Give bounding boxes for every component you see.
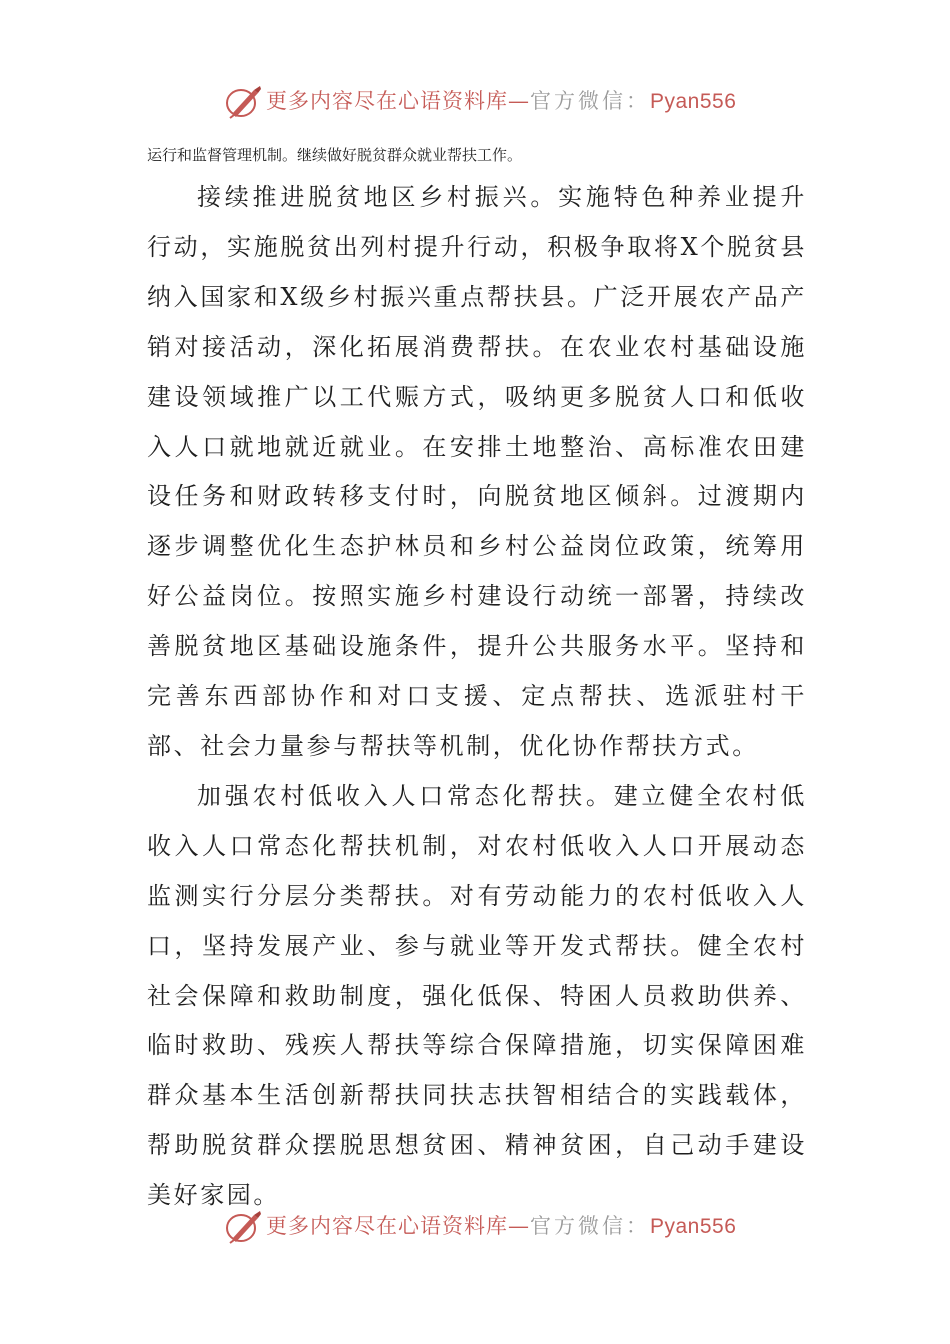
continued-line: 运行和监督管理机制。继续做好脱贫群众就业帮扶工作。 [147,146,523,164]
footer-banner [0,1207,950,1247]
banner-wechat-id: Pyan556 [650,90,737,113]
header-banner [0,82,950,122]
document-body [147,173,807,1221]
banner-wechat-id: Pyan556 [650,1215,737,1238]
banner-brand: 更多内容尽在心语资料库 [266,1214,508,1238]
pen-logo-icon [224,84,264,120]
pen-logo-icon [224,1209,264,1245]
paragraph: 接续推进脱贫地区乡村振兴。实施特色种养业提升行动，实施脱贫出列村提升行动，积极争取将X个脱贫县纳入国家和X级乡村振兴重点帮扶县。广泛开展农产品产销对接活动，深化拓展消费帮扶。在农业农村基础设施建设领域推广以工代赈方式，吸纳更多脱贫人口和低收入人口就地就近就业。在安排土地整治、高标准农田建设任务和财政转移支付时，向脱贫地区倾斜。过渡期内逐步调整优化生态护林员和乡村公益岗位政策，统筹用好公益岗位。按照实施乡村建设行动统一部署，持续改善脱贫地区基础设施条件，提升公共服务水平。坚持和完善东西部协作和对口支援、定点帮扶、选派驻村干部、社会力量参与帮扶等机制，优化协作帮扶方式。 [147,183,807,760]
banner-text [266,1212,736,1241]
banner-brand: 更多内容尽在心语资料库 [266,89,508,113]
banner-wechat-label: 官方微信： [530,1214,650,1238]
paragraph: 加强农村低收入人口常态化帮扶。建立健全农村低收入人口常态化帮扶机制，对农村低收入人口开展动态监测实行分层分类帮扶。对有劳动能力的农村低收入人口，坚持发展产业、参与就业等开发式帮扶。健全农村社会保障和救助制度，强化低保、特困人员救助供养、临时救助、残疾人帮扶等综合保障措施，切实保障困难群众基本生活创新帮扶同扶志扶智相结合的实践载体，帮助脱贫群众摆脱思想贫困、精神贫困，自己动手建设美好家园。 [147,781,807,1210]
banner-dash: — [508,1214,530,1238]
banner-wechat-label: 官方微信： [530,89,650,113]
banner-dash: — [508,89,530,113]
banner-text [266,87,736,116]
